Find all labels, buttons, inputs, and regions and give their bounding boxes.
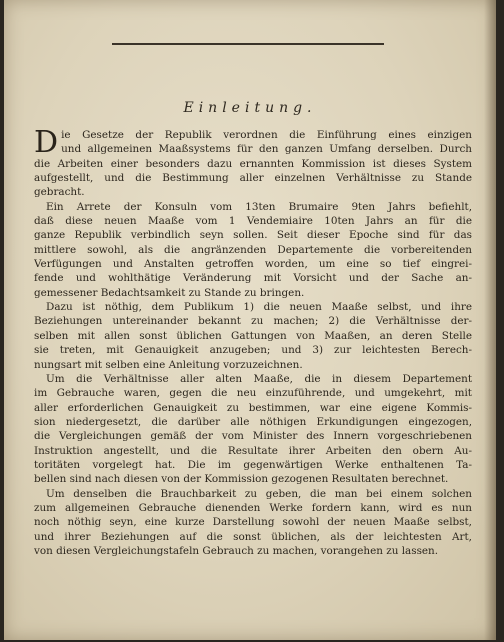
text-line: ie Gesetze der Republik verordnen die Einführung eines einzigen bbox=[61, 129, 472, 141]
book-page bbox=[4, 0, 496, 640]
text-line: selben mit allen sonst üblichen Gattungen von Maaßen, an deren Stelle bbox=[34, 329, 472, 342]
text-line: ganze Republik verbindlich seyn sollen. Seit dieser Epoche sind für das bbox=[34, 229, 472, 242]
paragraph bbox=[34, 300, 472, 372]
text-line: gebracht. bbox=[34, 186, 85, 199]
text-line: und allgemeinen Maaßsystems für den ganzen Umfang derselben. Durch bbox=[61, 143, 472, 156]
text-line: gemessener Bedachtsamkeit zu Stande zu bringen. bbox=[34, 286, 305, 299]
header-rule bbox=[112, 43, 384, 45]
text-line: fende und wohlthätige Veränderung mit Vorsicht und der Sache an- bbox=[34, 272, 472, 285]
paragraph bbox=[34, 125, 472, 200]
text-line: bellen sind nach diesen von der Kommission gezogenen Resultaten berechnet. bbox=[34, 473, 449, 486]
text-line: die Vergleichungen gemäß der vom Minister des Innern vorgeschriebenen bbox=[34, 430, 472, 443]
drop-cap: D bbox=[34, 125, 59, 160]
page-gutter-shadow bbox=[484, 0, 496, 640]
text-line: und ihrer Beziehungen auf die sonst üblichen, als der leichtesten Art, bbox=[34, 530, 472, 543]
text-line: daß diese neuen Maaße vom 1 Vendemiaire 10ten Jahrs an für die bbox=[34, 215, 472, 228]
text-line: aller erforderlichen Genauigkeit zu bestimmen, war eine eigene Kommis- bbox=[34, 401, 472, 414]
chapter-title: Einleitung. bbox=[183, 100, 317, 116]
text-line: Dazu ist nöthig, dem Publikum 1) die neuen Maaße selbst, und ihre bbox=[46, 301, 472, 314]
text-line: Beziehungen untereinander bekannt zu machen; 2) die Verhältnisse der- bbox=[34, 315, 472, 328]
text-line: aufgestellt, und die Bestimmung aller einzelnen Verhältnisse zu Stande bbox=[34, 172, 472, 185]
text-line: nungsart mit selben eine Anleitung vorzuzeichnen. bbox=[34, 358, 303, 371]
text-line: sion niedergesetzt, die darüber alle nöthigen Erkundigungen eingezogen, bbox=[34, 415, 472, 428]
text-line: mittlere sowohl, als die angränzenden Departemente die vorbereitenden bbox=[34, 243, 472, 256]
text-line: die Arbeiten einer besonders dazu ernannten Kommission ist dieses System bbox=[34, 157, 472, 170]
text-line: zum allgemeinen Gebrauche dienenden Werke fordern kann, wird es nun bbox=[34, 501, 472, 514]
text-line: im Gebrauche waren, gegen die neu einzuführende, und umgekehrt, mit bbox=[34, 387, 472, 400]
paragraph bbox=[34, 200, 472, 300]
text-line: Um die Verhältnisse aller alten Maaße, die in diesem Departement bbox=[46, 372, 472, 385]
text-line: von diesen Vergleichungstafeln Gebrauch zu machen, vorangehen zu lassen. bbox=[34, 544, 439, 557]
text-line: Verfügungen und Anstalten getroffen worden, um eine so tief eingrei- bbox=[34, 258, 472, 271]
paragraph bbox=[34, 487, 472, 559]
text-line: Instruktion angestellt, und die Resultate ihrer Arbeiten den obern Au- bbox=[34, 444, 472, 457]
body-text bbox=[34, 125, 472, 558]
text-line: Um denselben die Brauchbarkeit zu geben, die man bei einem solchen bbox=[46, 487, 472, 500]
text-line: toritäten vorgelegt hat. Die im gegenwärtigen Werke enthaltenen Ta- bbox=[34, 458, 472, 471]
text-line: sie treten, mit Genauigkeit anzugeben; und 3) zur leichtesten Berech- bbox=[34, 344, 472, 357]
text-line: Ein Arrete der Konsuln vom 13ten Brumaire 9ten Jahrs befiehlt, bbox=[46, 200, 472, 213]
paragraph bbox=[34, 372, 472, 487]
text-line: noch nöthig seyn, eine kurze Darstellung sowohl der neuen Maaße selbst, bbox=[34, 516, 472, 529]
